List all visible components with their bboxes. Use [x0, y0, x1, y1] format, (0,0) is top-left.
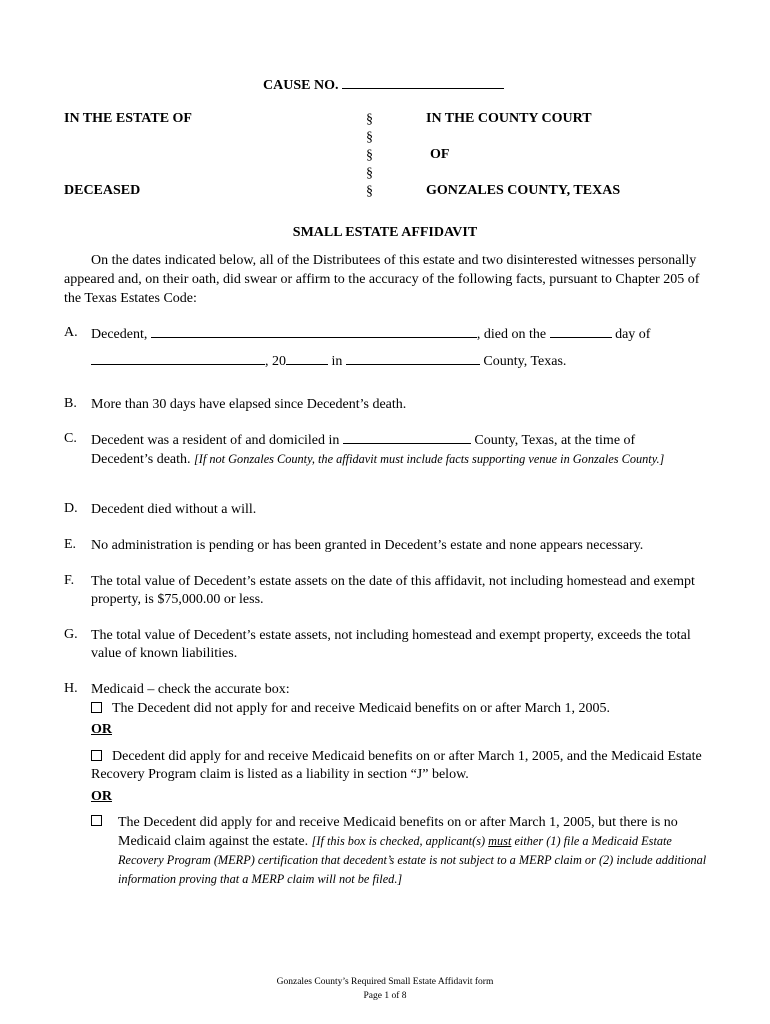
cause-number-line: [263, 76, 504, 94]
section-mark: §: [366, 130, 373, 145]
venue-note: [If not Gonzales County, the affidavit must include facts supporting venue in Gonzales County.]: [194, 452, 665, 466]
death-year-field[interactable]: [286, 352, 328, 365]
item-c-text-part: County, Texas, at the time of: [474, 433, 636, 448]
item-a-text: , 20: [265, 354, 286, 369]
item-a-line1: [91, 325, 650, 343]
medicaid-option-2: [91, 748, 715, 784]
item-letter: H.: [64, 681, 78, 696]
county-state-label: GONZALES COUNTY, TEXAS: [426, 183, 621, 198]
item-letter: D.: [64, 501, 78, 516]
item-a-text: , died on the: [476, 327, 547, 342]
item-a-text: day of: [615, 327, 651, 342]
domicile-county-field[interactable]: [343, 431, 471, 444]
of-label: OF: [430, 147, 450, 162]
or-separator: OR: [91, 722, 112, 737]
item-e-text: No administration is pending or has been granted in Decedent’s estate and none appears necessary.: [91, 538, 644, 553]
item-g-text: The total value of Decedent’s estate assets, not including homestead and exempt property, exceeds the total value of known liabilities.: [91, 628, 691, 661]
item-f-text: The total value of Decedent’s estate assets on the date of this affidavit, not including homestead and exempt property, is $75,000.00 or less.: [91, 574, 695, 607]
item-a-line2: [91, 352, 566, 370]
medicaid-option-1: [91, 701, 610, 717]
item-c-text-part: Decedent was a resident of and domiciled in: [91, 433, 340, 448]
item-b-text: More than 30 days have elapsed since Decedent’s death.: [91, 397, 407, 412]
medicaid-option-1-checkbox[interactable]: [91, 702, 102, 713]
item-letter: G.: [64, 627, 78, 642]
footer-page-number: Page 1 of 8: [363, 991, 407, 1001]
item-letter: B.: [64, 396, 77, 411]
item-a-text: Decedent,: [91, 327, 148, 342]
cause-number-label: CAUSE NO.: [263, 78, 339, 93]
section-mark: §: [366, 166, 373, 181]
section-mark: §: [366, 148, 373, 163]
item-h-text: Medicaid – check the accurate box:: [91, 682, 290, 697]
section-mark: §: [366, 112, 373, 127]
item-c-text: [91, 431, 715, 469]
medicaid-option-3-checkbox-wrap: [91, 814, 112, 830]
item-letter: A.: [64, 325, 78, 340]
page-title: SMALL ESTATE AFFIDAVIT: [292, 225, 478, 240]
item-a-text: in: [331, 354, 343, 369]
item-a-text: County, Texas.: [483, 354, 567, 369]
death-day-field[interactable]: [550, 325, 612, 338]
item-letter: C.: [64, 431, 77, 446]
medicaid-option-2-checkbox[interactable]: [91, 750, 102, 761]
section-mark-column: [366, 111, 373, 201]
medicaid-option-2-label: Decedent did apply for and receive Medicaid benefits on or after March 1, 2005, and the Medicaid Estate Recovery Program claim is listed as a liability in section “J” below.: [91, 749, 702, 782]
or-separator: OR: [91, 789, 112, 804]
item-letter: F.: [64, 573, 75, 588]
medicaid-option-3: [118, 814, 718, 889]
deceased-label: DECEASED: [64, 183, 141, 198]
merp-note-post: either (1) file a Medicaid Estate Recovery Program (MERP) certification that decedent’s estate is not subject to a MERP claim or (2) include additional information proving that a MERP claim will not be filed.]: [118, 834, 707, 886]
section-mark: §: [366, 184, 373, 199]
footer-form-name: Gonzales County’s Required Small Estate Affidavit form: [276, 977, 494, 987]
intro-paragraph: On the dates indicated below, all of the Distributees of this estate and two disinterested witnesses personally appeared and, on their oath, did swear or affirm to the accuracy of the following facts, pursuant to Chapter 205 of the Texas Estates Code:: [64, 253, 700, 306]
death-county-field[interactable]: [346, 352, 480, 365]
merp-note-must: must: [488, 834, 512, 848]
medicaid-option-3-checkbox[interactable]: [91, 815, 102, 826]
item-c-text-part: Decedent’s death.: [91, 452, 191, 467]
item-letter: E.: [64, 537, 77, 552]
death-month-field[interactable]: [91, 352, 265, 365]
decedent-name-field[interactable]: [151, 325, 477, 338]
medicaid-option-3-label: The Decedent did apply for and receive Medicaid benefits on or after March 1, 2005, but there is no Medicaid claim against the estate.: [118, 815, 678, 849]
item-d-text: Decedent died without a will.: [91, 502, 257, 517]
estate-of-label: IN THE ESTATE OF: [64, 111, 192, 126]
cause-number-field[interactable]: [342, 76, 504, 89]
medicaid-option-1-label: The Decedent did not apply for and receive Medicaid benefits on or after March 1, 2005.: [112, 701, 610, 716]
county-court-label: IN THE COUNTY COURT: [426, 111, 592, 126]
merp-note-pre: [If this box is checked, applicant(s): [311, 834, 486, 848]
